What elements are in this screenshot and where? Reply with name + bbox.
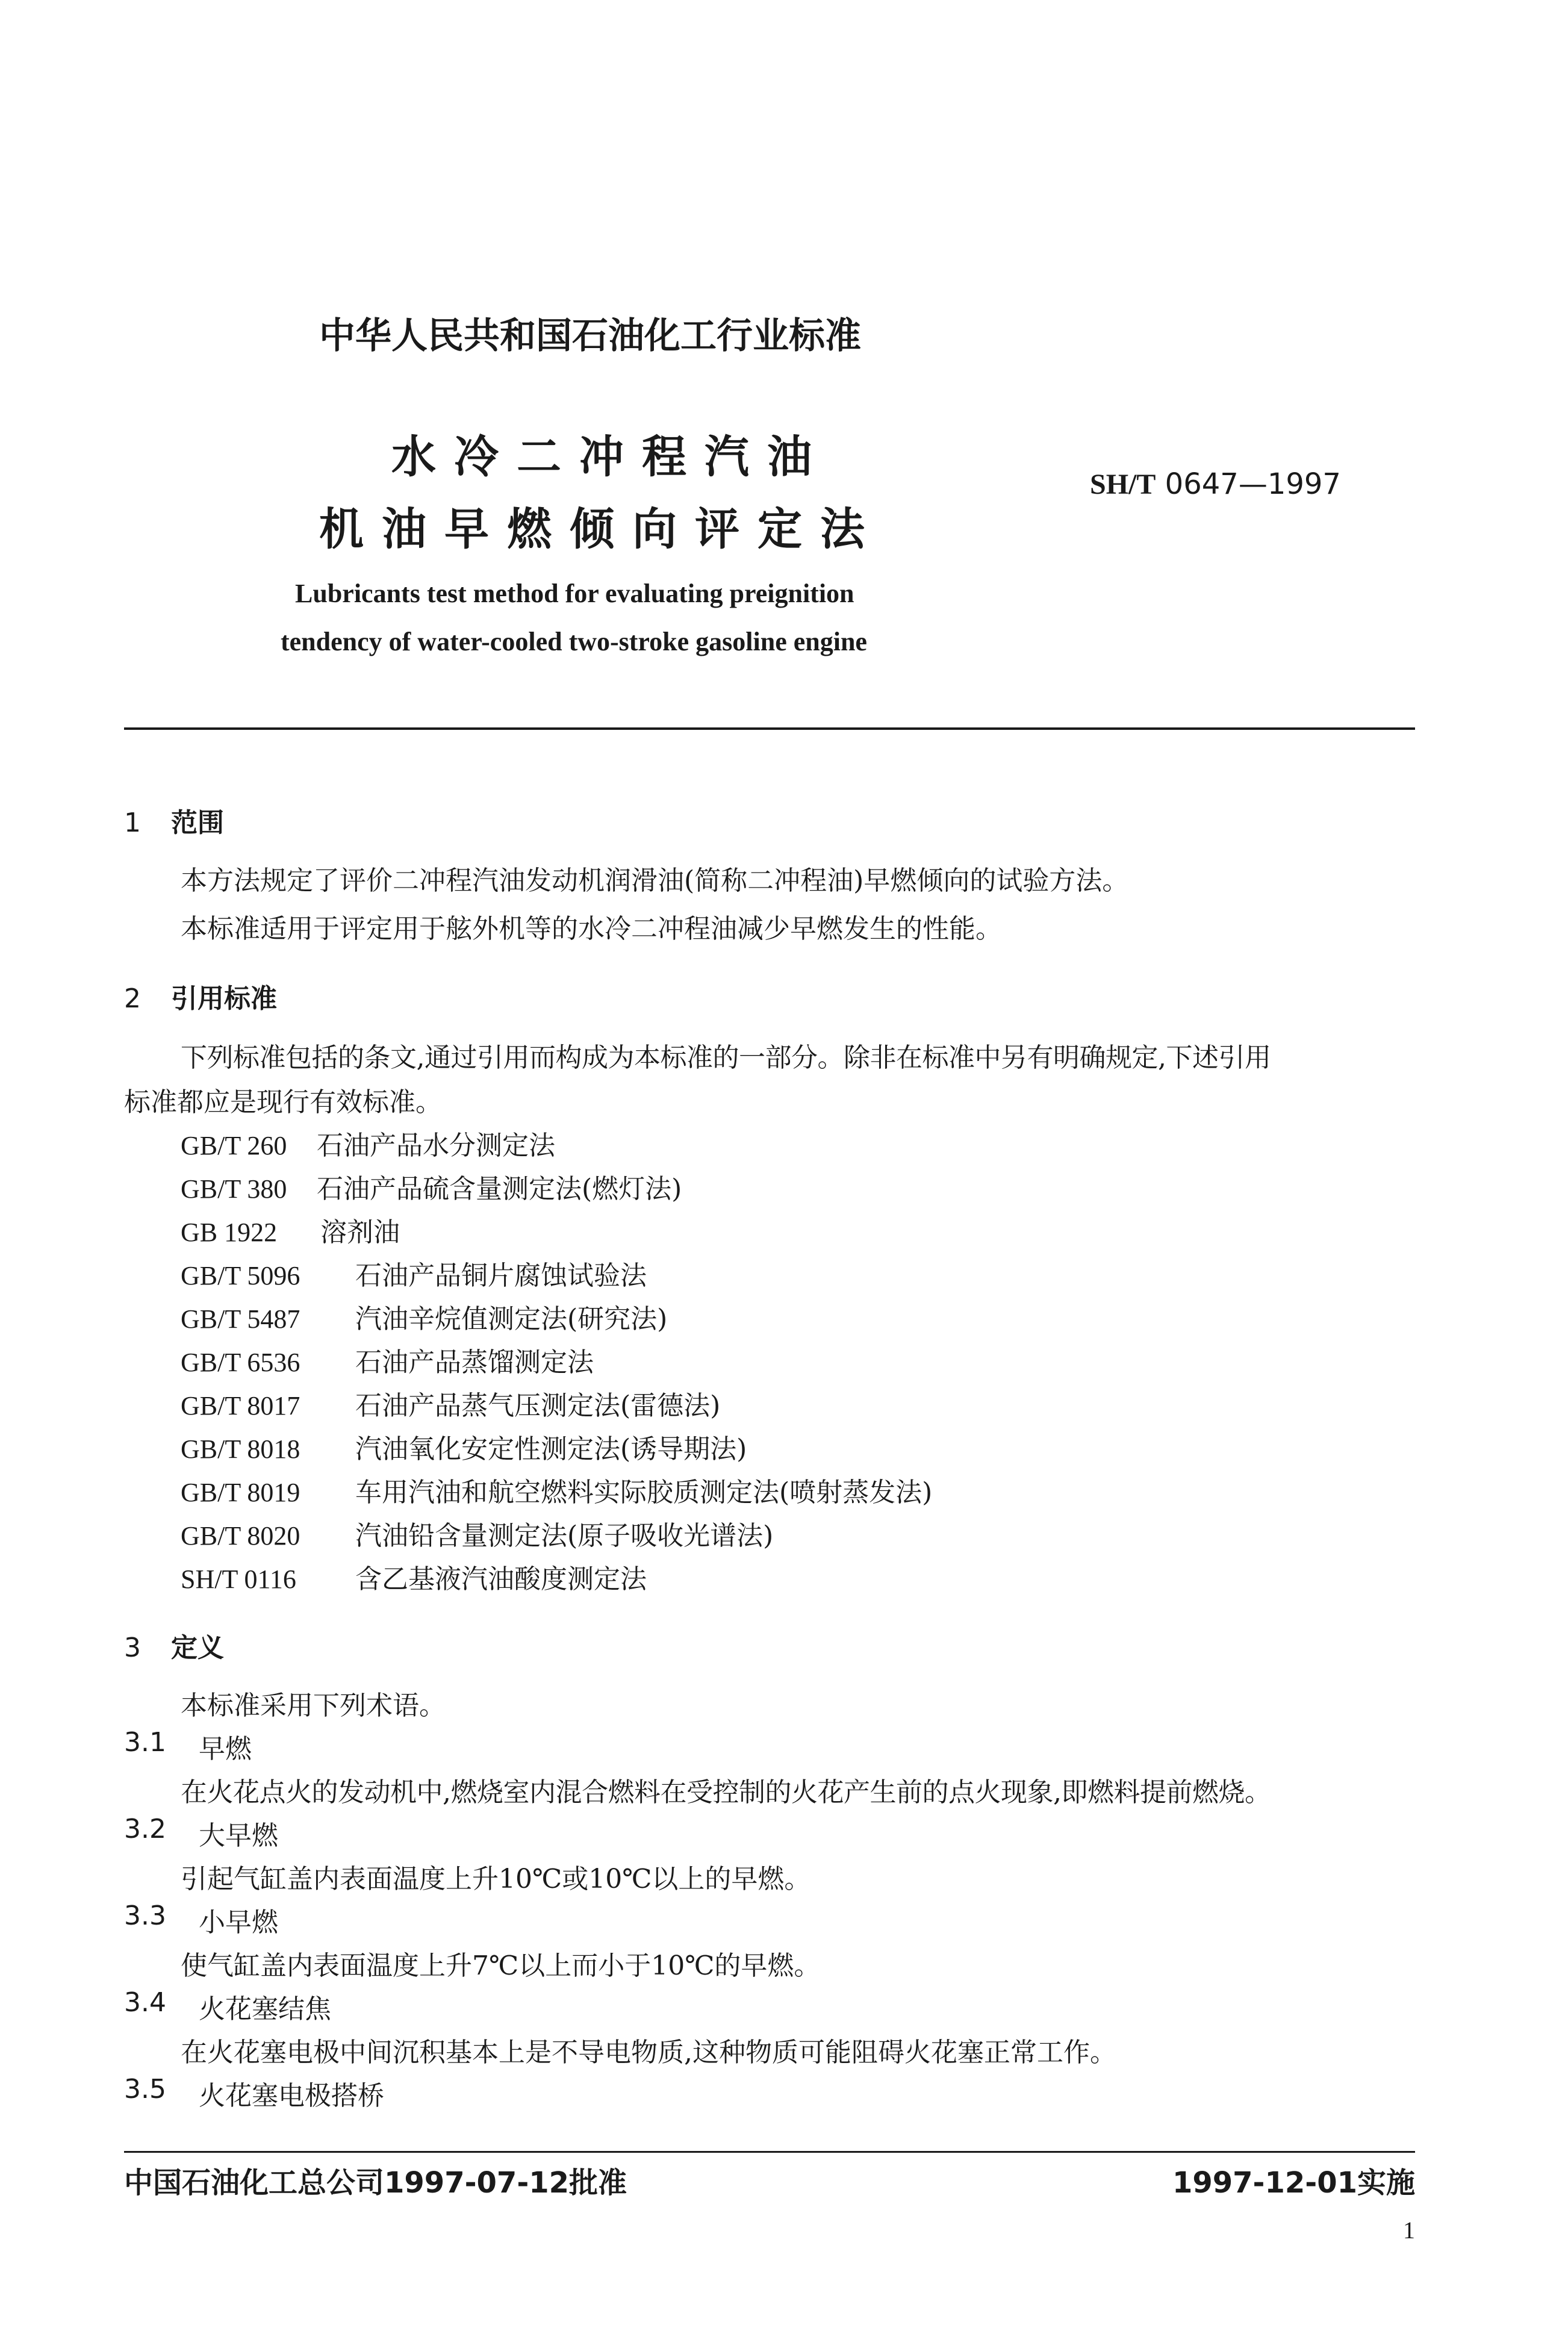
reference-title: 车用汽油和航空燃料实际胶质测定法(喷射蒸发法) <box>355 1477 933 1508</box>
definition-number: 3.3 <box>124 1900 166 1931</box>
section-heading-scope <box>124 801 224 839</box>
english-title-line2: tendency of water-cooled two-stroke gasoline engine <box>281 627 867 656</box>
reference-title: 溶剂油 <box>320 1217 400 1248</box>
paragraph: 下列标准包括的条文,通过引用而构成为本标准的一部分。除非在标准中另有明确规定,下述引用 <box>181 1042 1271 1073</box>
definition-text: 在火花点火的发动机中,燃烧室内混合燃料在受控制的火花产生前的点火现象,即燃料提前燃烧。 <box>181 1777 1271 1808</box>
section-title: 定义 <box>171 1632 224 1663</box>
definition-term: 火花塞电极搭桥 <box>199 2081 384 2111</box>
reference-title: 汽油氧化安定性测定法(诱导期法) <box>355 1434 747 1464</box>
paragraph: 标准都应是现行有效标准。 <box>124 1087 442 1118</box>
section-number: 2 <box>124 983 141 1014</box>
standard-number: 0647—1997 <box>1165 467 1341 501</box>
list-item <box>181 1471 932 1509</box>
list-item <box>181 1167 682 1206</box>
list-item <box>181 1427 747 1466</box>
reference-title: 石油产品蒸气压测定法(雷德法) <box>355 1390 721 1421</box>
reference-code: SH/T 0116 <box>181 1564 296 1594</box>
definition-term: 火花塞结焦 <box>199 1994 331 2025</box>
reference-title: 含乙基液汽油酸度测定法 <box>355 1564 647 1595</box>
definition-term: 早燃 <box>199 1734 252 1764</box>
list-item <box>181 1340 594 1379</box>
english-title-line1: Lubricants test method for evaluating preignition <box>295 579 854 608</box>
paragraph: 本标准适用于评定用于舷外机等的水冷二冲程油减少早燃发生的性能。 <box>181 913 1002 944</box>
list-item <box>181 1297 667 1336</box>
reference-code: GB/T 8018 <box>181 1434 300 1464</box>
reference-code: GB 1922 <box>181 1218 278 1247</box>
definition-number: 3.5 <box>124 2074 166 2105</box>
paragraph: 本标准采用下列术语。 <box>181 1690 446 1721</box>
header-divider <box>124 727 1415 730</box>
reference-code: GB/T 5096 <box>181 1261 300 1290</box>
standard-code <box>1090 467 1341 501</box>
list-item <box>181 1514 773 1552</box>
section-number: 3 <box>124 1632 141 1663</box>
section-heading-references <box>124 977 277 1015</box>
definition-number: 3.1 <box>124 1727 166 1758</box>
list-item <box>181 1210 400 1249</box>
definition-text: 在火花塞电极中间沉积基本上是不导电物质,这种物质可能阻碍火花塞正常工作。 <box>181 2037 1116 2068</box>
section-title: 范围 <box>171 808 224 838</box>
reference-code: GB/T 8020 <box>181 1521 300 1551</box>
section-number: 1 <box>124 808 141 838</box>
list-item <box>181 1557 647 1596</box>
issuing-body-title: 中华人民共和国石油化工行业标准 <box>319 315 861 357</box>
reference-title: 汽油铅含量测定法(原子吸收光谱法) <box>355 1520 774 1551</box>
approval-line: 中国石油化工总公司1997-07-12批准 <box>124 2166 627 2200</box>
paragraph: 本方法规定了评价二冲程汽油发动机润滑油(简称二冲程油)早燃倾向的试验方法。 <box>181 865 1129 896</box>
document-title-line2: 机油早燃倾向评定法 <box>319 503 883 555</box>
reference-code: GB/T 8019 <box>181 1478 300 1507</box>
reference-code: GB/T 6536 <box>181 1348 300 1377</box>
reference-code: GB/T 8017 <box>181 1391 300 1421</box>
definition-number: 3.4 <box>124 1987 166 2018</box>
document-title-line1: 水冷二冲程汽油 <box>391 431 830 483</box>
reference-title: 石油产品铜片腐蚀试验法 <box>355 1260 647 1291</box>
list-item <box>181 1384 720 1422</box>
reference-code: GB/T 5487 <box>181 1304 300 1334</box>
reference-code: GB/T 380 <box>181 1174 287 1204</box>
reference-title: 汽油辛烷值测定法(研究法) <box>355 1304 668 1334</box>
reference-title: 石油产品蒸馏测定法 <box>355 1347 594 1378</box>
footer-divider <box>124 2151 1415 2153</box>
list-item <box>181 1254 647 1292</box>
definition-term: 小早燃 <box>199 1907 278 1938</box>
section-title: 引用标准 <box>171 983 277 1014</box>
reference-title: 石油产品硫含量测定法(燃灯法) <box>317 1174 682 1204</box>
definition-number: 3.2 <box>124 1814 166 1844</box>
effective-date: 1997-12-01实施 <box>1172 2166 1415 2200</box>
definition-text: 使气缸盖内表面温度上升7℃以上而小于10℃的早燃。 <box>181 1950 821 1981</box>
definition-term: 大早燃 <box>199 1820 278 1851</box>
list-item <box>181 1124 555 1162</box>
standard-prefix: SH/T <box>1090 468 1156 500</box>
reference-title: 石油产品水分测定法 <box>317 1130 555 1161</box>
section-heading-definitions <box>124 1626 224 1664</box>
reference-code: GB/T 260 <box>181 1131 287 1160</box>
definition-text: 引起气缸盖内表面温度上升10℃或10℃以上的早燃。 <box>181 1864 811 1894</box>
page-number: 1 <box>1403 2217 1415 2244</box>
